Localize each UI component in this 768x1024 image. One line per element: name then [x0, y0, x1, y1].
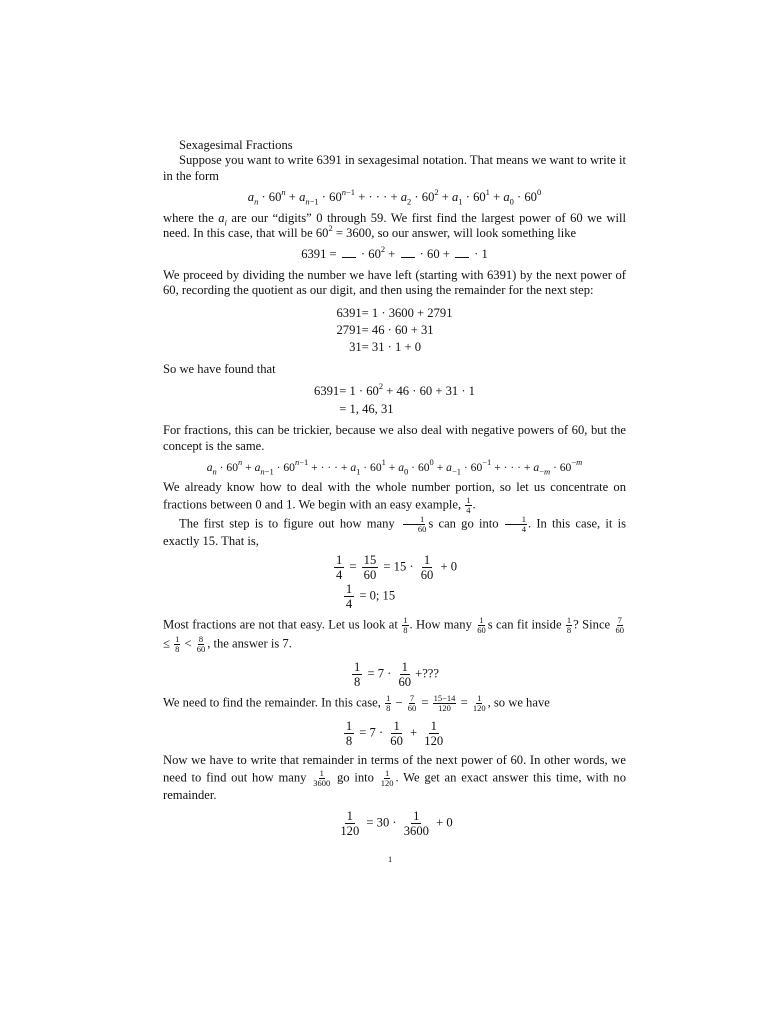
paragraph-whole-number: We already know how to deal with the whole number portion, so let us concentrate on fractions between 0 and 1. We begin with an easy example, $\frac{1}{4}$ . — [163, 480, 626, 515]
paragraph-eighth: Most fractions are not that easy. Let us look at $\frac{1}{8}$ . How many $\frac{1}{60}$ s can fit inside $\frac{1}{8}$ ? Since $\frac{7}{60}$ ≤ $\frac{1}{8}$ < $\frac{8}{60}$ , the answer is 7. — [163, 615, 624, 655]
page-number: 1 — [388, 854, 393, 864]
eq-lhs: 6391 — [314, 384, 340, 399]
division-row — [336, 339, 452, 356]
paragraph-fractions: For fractions, this can be trickier, because we also deal with negative powers of 60, but the concept is the same. — [163, 423, 626, 453]
general-form-equation: $a_n \cdot 60^n + a_{n-1} \cdot 60^{n-1}$ + · · · + $a_2 \cdot 60^2 + a_1 \cdot 60^1 + a_0 \cdot 60^0$ — [247, 187, 542, 207]
paragraph-next-power: Now we have to write that remainder in terms of the next power of 60. In other words, we need to find out how many $\frac{1}{3600}$ go into $\frac{1}{120}$ . We get an exact answer this time, with no remainder. — [163, 753, 626, 802]
eq-rhs: = 1 · 3600 + 2791 — [361, 305, 453, 320]
text-run: . We get an exact answer this time, with no remainder. — [163, 769, 626, 802]
text-run: We already know how to deal with the whole number portion, so let us concentrate on fractions between 0 and 1. We begin with an easy example, — [163, 480, 626, 512]
division-row — [336, 322, 452, 339]
text-run: . How many — [409, 617, 476, 632]
text-run: , so we have — [487, 695, 550, 710]
section-title: Sexagesimal Fractions — [179, 138, 293, 152]
eq-rhs: = 1, 46, 31 — [339, 401, 394, 416]
text-run: Most fractions are not that easy. Let us look at — [163, 617, 402, 632]
text-run: s can go into — [428, 516, 504, 531]
paragraph-found: So we have found that — [163, 361, 276, 376]
text-run: . In this case, it is exactly 15. That is, — [163, 516, 626, 548]
eq-rhs: = 46 · 60 + 31 — [361, 323, 434, 338]
text-run: s can fit inside — [487, 617, 565, 632]
text-run: We need to find the remainder. In this case, — [163, 695, 385, 710]
result-equation — [314, 383, 475, 418]
eq-lhs: 31 — [349, 340, 362, 355]
final-equation: $\frac{1}{120}$ = 30 · $\frac{1}{3600}$ + 0 — [340, 808, 453, 838]
eq-lhs: 2791 — [336, 323, 362, 338]
paragraph-remainder: We need to find the remainder. In this case, $\frac{1}{8}$ − $\frac{7}{60}$ = $\frac{15-14}{120}$ = $\frac{1}{120}$ , so we have — [163, 693, 550, 714]
blank-form-equation: 6391 = · $60^2$ + · 60 + · 1 — [301, 244, 488, 262]
quarter-result: $\frac{1}{4}$ = 0; 15 — [345, 582, 396, 612]
text-run: Now we have to write that remainder in terms of the next power of 60. In other words, we need to find out how many — [163, 753, 626, 784]
blank — [342, 249, 356, 258]
text-run: ? Since — [573, 617, 614, 632]
eighth-remainder-equation: $\frac{1}{8}$ = 7 · $\frac{1}{60}$ + $\frac{1}{120}$ — [345, 719, 444, 749]
eq-lhs: 6391 — [336, 305, 362, 320]
text-run: The first step is to figure out how many — [179, 516, 400, 531]
text-run: are our “digits” 0 through 59. We first find the largest power of 60 we will need. In this case, that will be — [163, 210, 627, 241]
quarter-equation: $\frac{1}{4}$ = $\frac{15}{60}$ = 15 · $\frac{1}{60}$ + 0 — [335, 553, 458, 583]
text-run: = 0; 15 — [359, 588, 396, 603]
fraction-form-equation: $a_n \cdot 60^n + a_{n-1} \cdot 60^{n-1}$ + · · · + $a_1 \cdot 60^1 + a_0 \cdot 60^0 + a_{-1} \cdot 60^{-1}$ + · · · + $a_{-m} \cdot 60^{-m}$ — [206, 457, 583, 477]
eq-rhs: = 31 · 1 + 0 — [361, 340, 422, 355]
division-steps — [336, 305, 452, 357]
document-page — [163, 138, 626, 843]
paragraph-first-step: The first step is to figure out how many $\frac{1}{60}$ s can go into $\frac{1}{4}$ . In this case, it is exactly 15. That is, — [163, 513, 626, 548]
paragraph-procedure: We proceed by dividing the number we have left (starting with 6391) by the next power of 60, recording the quotient as our digit, and then using the remainder for the next step: — [163, 267, 626, 298]
text-run: where the — [163, 210, 219, 225]
eighth-equation: $\frac{1}{8}$ = 7 · $\frac{1}{60}$ +??? — [354, 660, 439, 690]
text-run: go into — [332, 769, 379, 784]
paragraph-intro: Suppose you want to write 6391 in sexagesimal notation. That means we want to write it in the form — [163, 153, 626, 183]
blank — [455, 249, 469, 258]
division-row — [336, 305, 452, 322]
blank — [401, 249, 415, 258]
text-run: , so our answer, will look something like — [371, 226, 577, 241]
text-run: , the answer is 7. — [207, 636, 292, 651]
paragraph-digits: where the $a_i$ are our “digits” 0 through 59. We first find the largest power of 60 we will need. In this case, that will be $60^2 = 3600$, so our answer, will look something like — [163, 210, 627, 241]
eq-rhs: = $1 \cdot 60^2 + 46 \cdot 60 + 31 \cdot 1$ — [339, 381, 475, 399]
